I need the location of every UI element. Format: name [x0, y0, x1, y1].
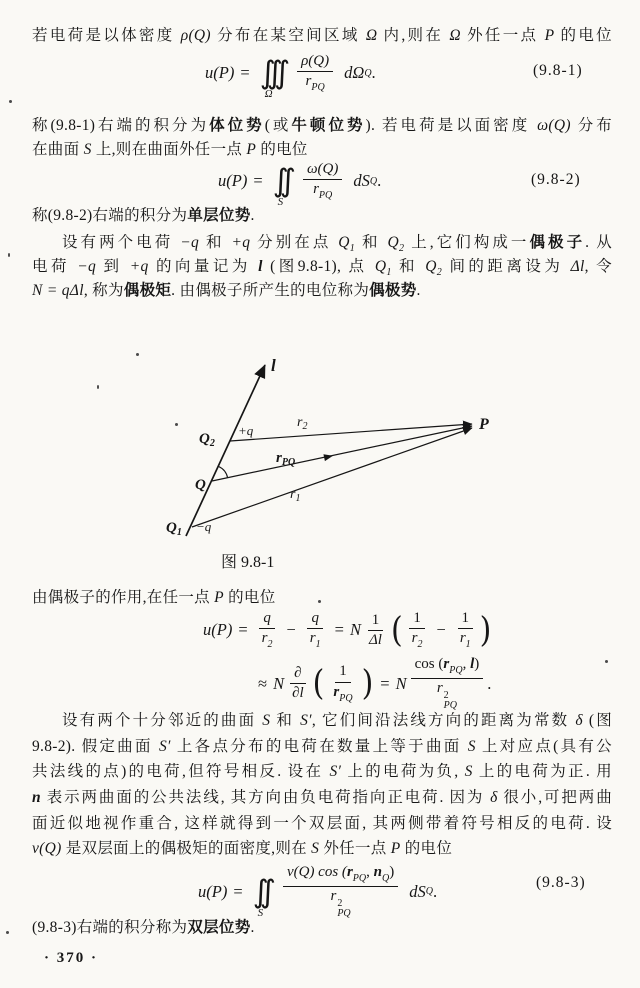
body-line-14: ν(Q) 是双层面上的偶极矩的面密度,则在 S 外任一点 P 的电位: [32, 840, 453, 857]
equals-sign: =: [238, 620, 248, 640]
scan-speck: [605, 660, 608, 663]
denominator: $r_2$: [261, 630, 273, 651]
partial-derivative: [288, 665, 308, 703]
r2-line: [230, 424, 472, 441]
numerator: ∂: [290, 665, 305, 684]
numerator: q: [259, 610, 275, 629]
label-l: l: [271, 356, 276, 375]
differential-subscript: Q: [425, 886, 433, 898]
numerator: ν(Q) $\cos (r_{PQ}$, $n_Q$): [283, 864, 398, 887]
denominator: [302, 72, 329, 94]
denominator: [309, 180, 336, 202]
r1-line: [192, 428, 472, 527]
r-symbol: r: [305, 72, 312, 89]
equation-9-8-1: [205, 52, 376, 100]
denominator: $r_1$: [459, 630, 471, 651]
denominator: $r_2$: [411, 630, 423, 651]
equals-sign: =: [233, 881, 243, 901]
scan-speck: [9, 100, 12, 103]
equation-9-8-3: [198, 864, 437, 920]
double-integral: [272, 160, 297, 208]
label-r1: $r_1$: [290, 487, 301, 504]
N-symbol: N: [395, 673, 407, 693]
numerator: 1: [335, 663, 351, 682]
figure-caption: 图 9.8-1: [221, 554, 275, 571]
left-paren: (: [390, 610, 403, 651]
integral-glyph: ∫∫: [252, 873, 267, 910]
fraction-q-r1: [306, 610, 325, 651]
label-minus-q: −q: [196, 519, 212, 534]
r-subscript: PQ: [318, 189, 333, 201]
denominator: $r_1$: [309, 630, 321, 651]
scan-speck: [175, 423, 178, 426]
approx-sign: ≈: [258, 673, 268, 693]
dipole-axis-line: [186, 365, 265, 536]
fraction: [303, 161, 342, 202]
period: .: [487, 673, 492, 693]
label-Q1: $Q_1$: [166, 520, 182, 538]
equation-dipole-1: [203, 610, 492, 651]
body-line-6: 电荷 −q 到 +q 的向量记为 l (图9.8-1), 点 $Q_1$ 和 $Q_2$ 间的距离设为 Δl, 令: [32, 258, 612, 278]
numerator: q: [307, 610, 323, 629]
period: .: [432, 881, 438, 901]
integral-glyph: ∫∫: [272, 163, 287, 199]
label-rPQ: $r_{PQ}$: [276, 450, 296, 468]
angle-arc: [219, 467, 228, 478]
differential-subscript: Q: [369, 175, 378, 187]
fraction-1-rpq: [329, 663, 356, 704]
r-subscript: PQ: [311, 81, 325, 93]
numerator: 1: [458, 610, 474, 629]
triple-integral: [259, 52, 291, 100]
denominator: $r_{PQ}$: [333, 683, 353, 704]
formula-lhs: u(P): [205, 63, 235, 82]
period: .: [377, 171, 382, 190]
differential: dΩ: [344, 63, 365, 82]
equals-sign: =: [334, 620, 344, 640]
body-line-12: n 表示两曲面的公共法线, 其方向由负电荷指向正电荷. 因为 δ 很小,可把两曲: [32, 789, 612, 806]
body-line-2: 称(9.8-1)右端的积分为体位势(或牛顿位势). 若电荷是以面密度 ω(Q) 分布: [32, 117, 613, 134]
scan-speck: [6, 931, 9, 934]
body-line-7: N = qΔl, 称为偶极矩. 由偶极子所产生的电位称为偶极势.: [32, 282, 421, 299]
formula-lhs: u(P): [218, 171, 248, 190]
scan-speck: [318, 600, 321, 603]
minus-sign: −: [436, 620, 446, 640]
fraction: [283, 864, 398, 920]
page-number: · 370 ·: [44, 950, 99, 966]
integral-limit: S: [257, 906, 264, 919]
equals-sign: =: [240, 63, 250, 82]
figure-9-8-1: [0, 340, 640, 580]
right-paren: ): [361, 663, 374, 704]
equation-dipole-2: [252, 656, 491, 712]
differential: dS: [409, 881, 426, 901]
label-P: P: [479, 416, 489, 433]
formula-lhs: u(P): [198, 881, 228, 901]
numerator: ρ(Q): [297, 53, 333, 72]
label-Q2: $Q_2$: [199, 431, 215, 449]
fraction: [297, 53, 333, 94]
scan-speck: [8, 253, 10, 257]
integral-glyph: ∫∫∫: [259, 55, 282, 91]
scan-speck: [97, 385, 99, 389]
minus-sign: −: [286, 620, 296, 640]
equals-sign: =: [380, 673, 390, 693]
fraction-1-r2: [408, 610, 427, 651]
denominator: Δl: [368, 631, 382, 648]
r-symbol: r: [313, 180, 319, 197]
cos-fraction: [411, 656, 484, 712]
numerator: $\cos (r_{PQ}$, l): [411, 656, 484, 679]
label-plus-q: +q: [238, 423, 254, 438]
body-line-4: 称(9.8-2)右端的积分为单层位势.: [32, 207, 255, 224]
equals-sign: =: [253, 171, 263, 190]
equation-number-2: (9.8-2): [531, 171, 581, 188]
N-symbol: N: [349, 620, 361, 640]
rpq-mid-arrowhead: [323, 452, 333, 461]
body-line-11: 共法线的点)的电荷,但符号相反. 设在 S′ 上的电荷为负, S 上的电荷为正. 用: [32, 763, 612, 780]
body-line-1: 若电荷是以体密度 ρ(Q) 分布在某空间区域 Ω 内,则在 Ω 外任一点 P 的电位: [32, 27, 612, 44]
label-Q: Q: [195, 477, 206, 493]
differential: dS: [353, 171, 370, 190]
denominator: ∂l: [292, 685, 304, 702]
formula-lhs: u(P): [203, 620, 233, 640]
equation-number-3: (9.8-3): [536, 874, 586, 891]
denominator: r 2 PQ: [436, 679, 458, 711]
right-paren: ): [479, 610, 492, 651]
period: .: [371, 63, 376, 82]
numerator: 1: [368, 612, 384, 631]
body-line-13: 面近似地视作重合, 这样就得到一个双层面, 其两侧带着符号相反的电荷. 设: [32, 815, 612, 832]
double-integral: [252, 871, 277, 919]
body-line-15: (9.8-3)右端的积分称为双层位势.: [32, 919, 255, 936]
equation-number-1: (9.8-1): [533, 62, 583, 79]
left-paren: (: [312, 663, 325, 704]
scan-speck: [136, 353, 139, 356]
denominator: r 2 PQ: [330, 887, 351, 919]
fraction-q-r2: [258, 610, 277, 651]
numerator: ω(Q): [303, 161, 342, 180]
label-r2: $r_2$: [297, 415, 308, 432]
differential-subscript: Q: [364, 67, 372, 79]
body-line-3: 在曲面 S 上,则在曲面外任一点 P 的电位: [32, 141, 308, 158]
numerator: 1: [409, 610, 425, 629]
body-line-9: 设有两个十分邻近的曲面 S 和 S′, 它们间沿法线方向的距离为常数 δ (图: [62, 712, 612, 729]
body-line-10: 9.8-2). 假定曲面 S′ 上各点分布的电荷在数量上等于曲面 S 上对应点(具有公: [32, 738, 612, 755]
fraction-1-r1: [456, 610, 475, 651]
equation-9-8-2: [218, 160, 382, 208]
N-symbol: N: [273, 673, 285, 693]
body-line-5: 设有两个电荷 −q 和 +q 分别在点 $Q_1$ 和 $Q_2$ 上,它们构成一偶极子. 从: [62, 234, 613, 254]
body-line-8: 由偶极子的作用,在任一点 P 的电位: [32, 589, 276, 606]
fraction-1-dl: [365, 612, 386, 650]
integral-limit: Ω: [264, 88, 273, 100]
integral-limit: S: [277, 196, 284, 208]
